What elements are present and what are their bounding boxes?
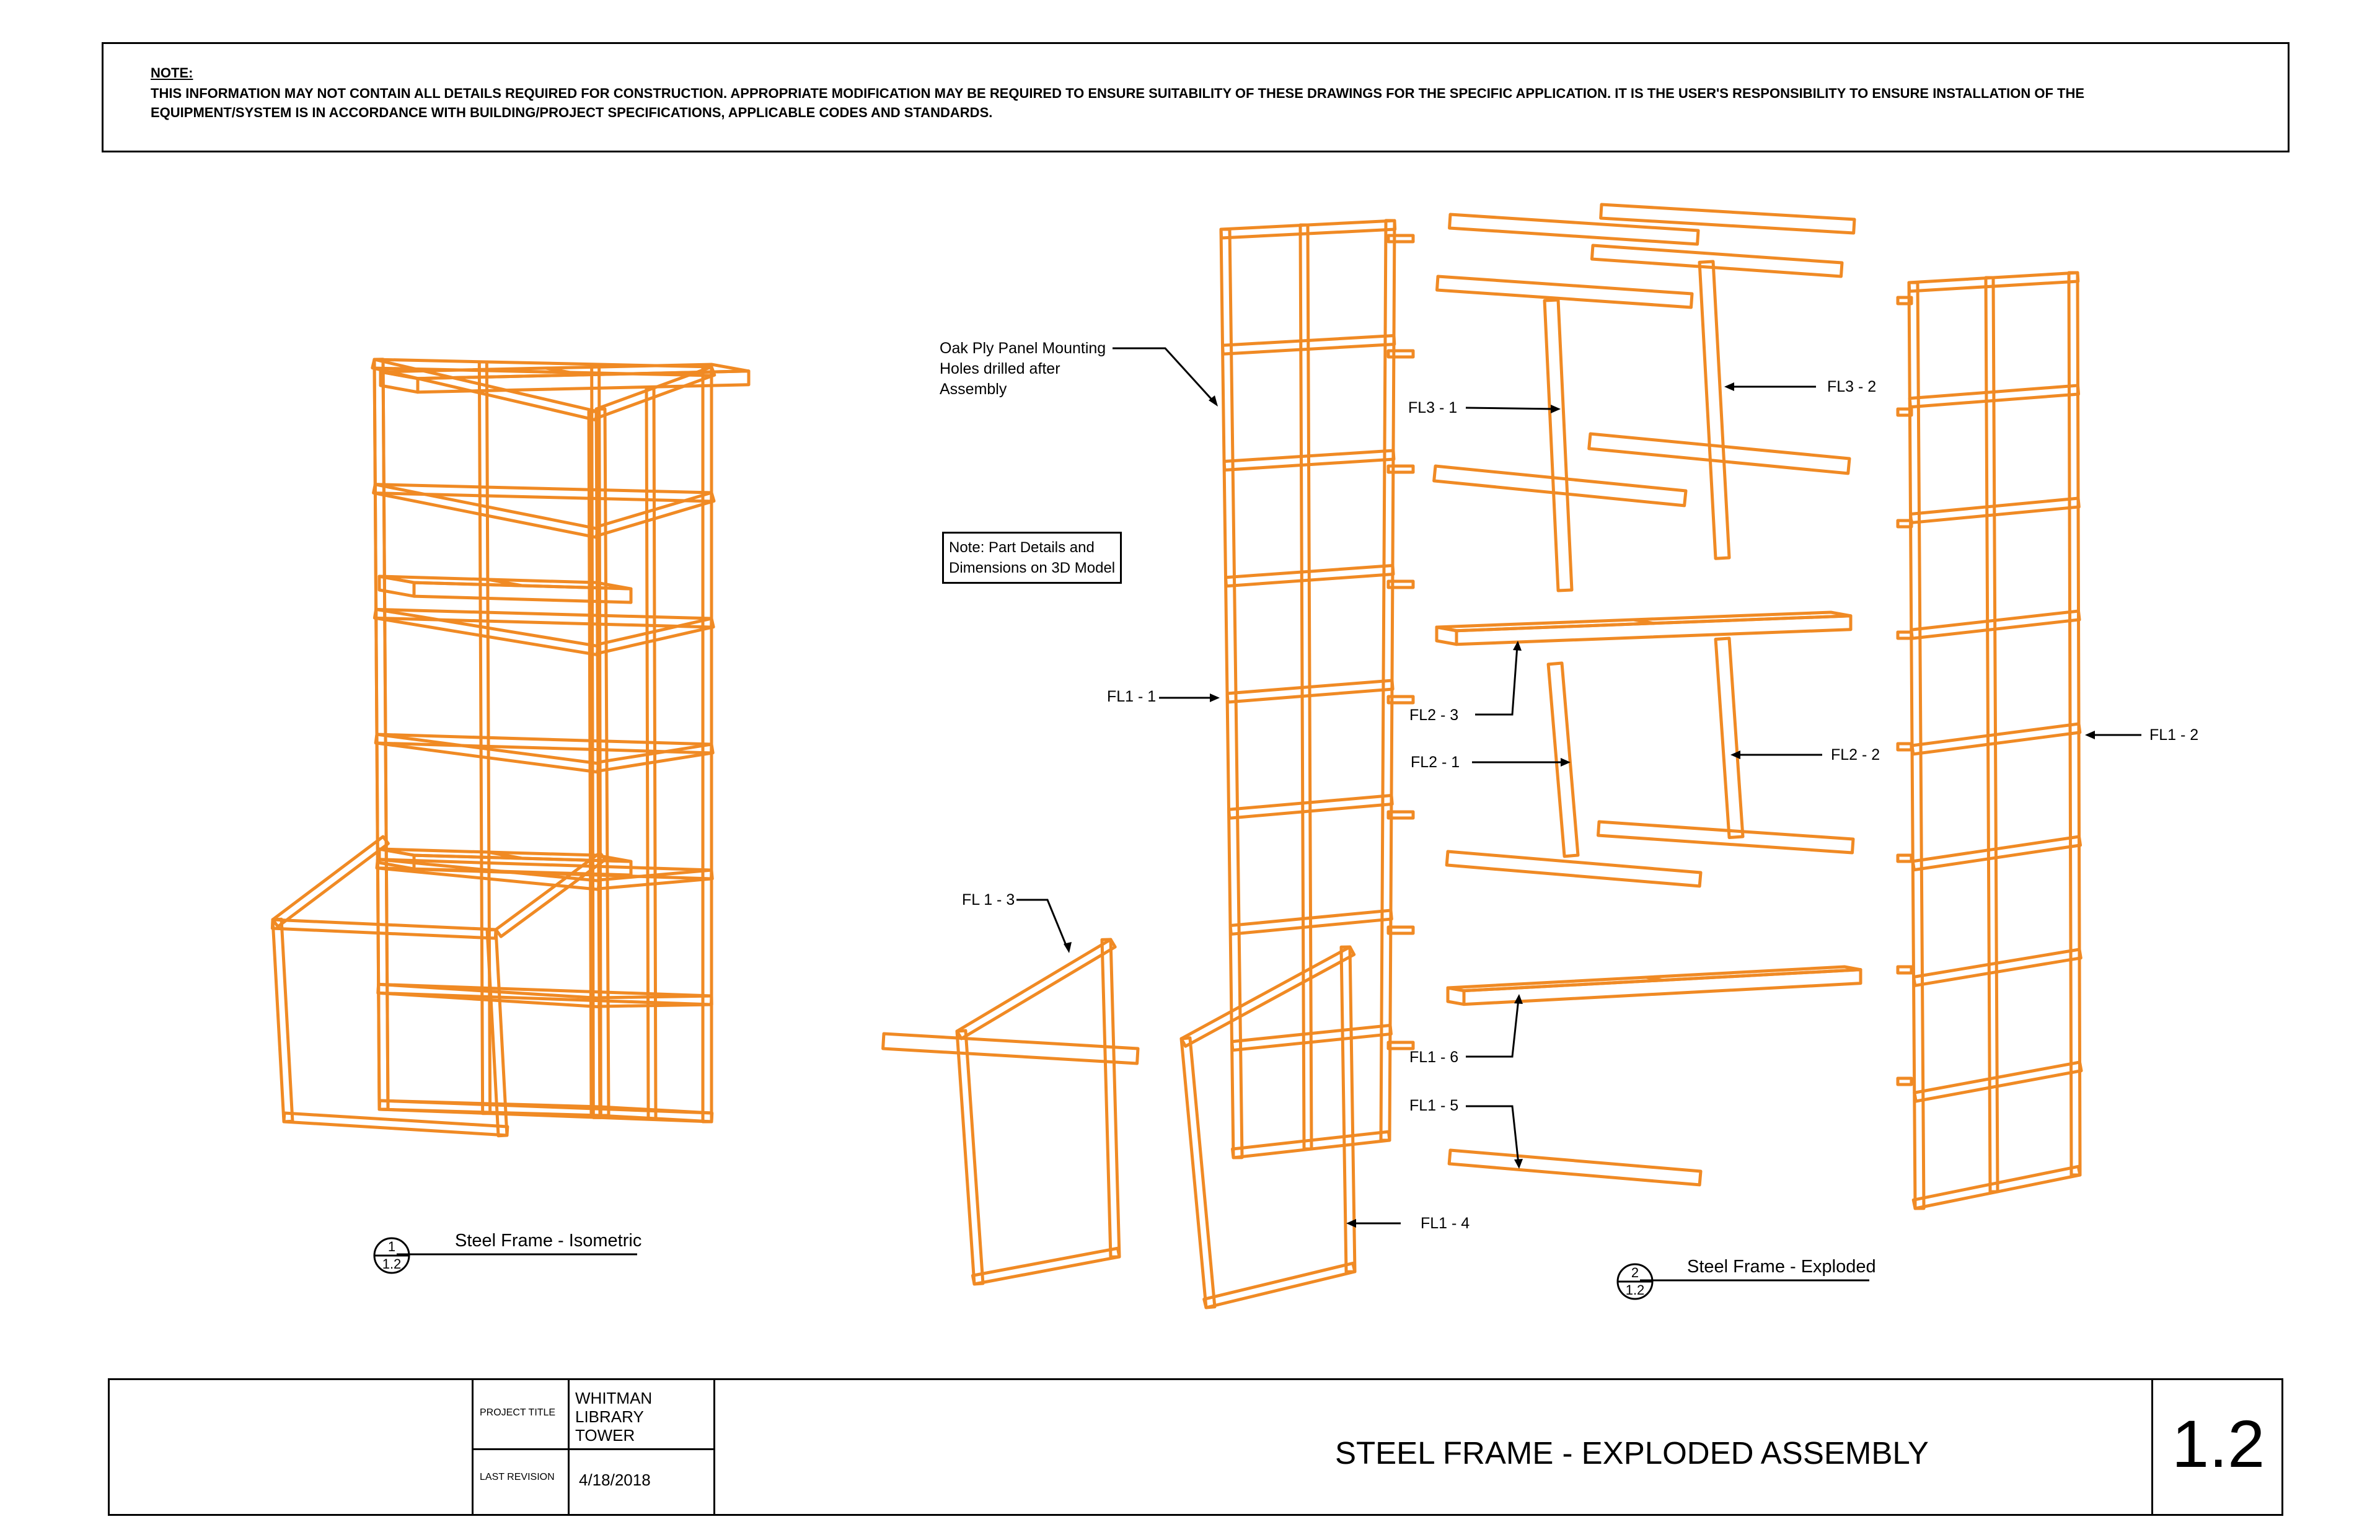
leader-arrows [1064,382,2095,1228]
mounting-callout-line-3: Assembly [940,381,1007,398]
arrow-fl3-1 [1551,405,1561,413]
note-line-1: THIS INFORMATION MAY NOT CONTAIN ALL DETAILS REQUIRED FOR CONSTRUCTION. APPROPRIATE MODIFICATION MAY BE REQUIRED TO ENSURE SUITABILITY OF THESE DRAWINGS FOR THE SPECIFIC APPLICATION. IT IS THE USER'S RESPONSIBILITY TO ENSURE INSTALLATION OF THE [151,86,2085,101]
iso-seat-arm-left [273,837,388,926]
project-info-divider [474,1448,713,1450]
fl1-2-tab [1898,744,1911,750]
arrow-fl3-2 [1724,382,1734,391]
fl2-3-tray-edge-left [1437,627,1457,645]
iso-top-tray-edge-left [381,372,418,392]
label-fl2-3: FL2 - 3 [1409,706,1459,724]
label-fl1-1: FL1 - 1 [1107,688,1157,705]
fl3-top-rail-c [1592,245,1842,276]
label-fl1-4: FL1 - 4 [1421,1215,1470,1232]
fl1-3-frame-right [1102,939,1119,1257]
fl3-1-post [1545,300,1572,591]
fl1-3-frame-left [957,1031,983,1284]
iso-seat-front-top [272,920,496,938]
part-note-line-2: Dimensions on 3D Model [949,560,1116,576]
leader-fl3-1 [1466,408,1556,409]
part-note-line-1: Note: Part Details and [949,539,1095,556]
iso-seat-front-left [273,919,293,1122]
fl1-3-arm [883,1034,1138,1063]
fl1-4-frame-left [1181,1038,1215,1308]
label-fl1-2: FL1 - 2 [2149,726,2199,744]
sheet-number-cell [2151,1380,2281,1514]
part-details-note [942,532,1122,584]
label-fl1-5: FL1 - 5 [1409,1097,1459,1114]
arrow-fl1-2 [2085,731,2095,739]
fl2-2-post [1716,638,1743,838]
arrow-fl1-1 [1210,693,1220,702]
note-heading: NOTE: [151,65,193,81]
project-label-divider [568,1380,570,1514]
label-fl3-1: FL3 - 1 [1408,399,1458,416]
last-revision-value: 4/18/2018 [579,1471,651,1489]
fl3-top-rail-b [1601,205,1854,233]
fl1-5-rail [1449,1150,1701,1185]
note-line-2: EQUIPMENT/SYSTEM IS IN ACCORDANCE WITH BUILDING/PROJECT SPECIFICATIONS, APPLICABLE CODES AND STANDARDS. [151,105,993,120]
label-fl3-2: FL3 - 2 [1827,378,1877,395]
title-block [108,1378,2283,1516]
fl1-2-tab [1898,632,1911,638]
sheet-number: 1.2 [2172,1406,2265,1481]
fl2-rail-b [1598,822,1853,853]
project-title-line-2: TOWER [575,1426,635,1445]
fl3-shelf-rail-b [1589,434,1849,473]
fl1-1-tab [1388,235,1413,242]
label-fl2-2: FL2 - 2 [1831,746,1880,763]
iso-view-sheet: 1.2 [382,1256,402,1272]
project-title-line-1: WHITMAN LIBRARY [575,1389,653,1426]
fl1-3-frame-bottom [972,1248,1119,1284]
arrow-fl2-2 [1730,750,1740,759]
leader-fl1-6 [1466,999,1518,1057]
construction-note-box [102,42,2290,152]
leader-fl1-3 [1016,900,1067,948]
arrow-fl1-4 [1346,1219,1356,1228]
sheet-title: STEEL FRAME - EXPLODED ASSEMBLY [1335,1435,1929,1471]
note-body [151,84,2258,122]
mounting-holes-callout [940,338,1106,400]
fl1-2-tab [1898,855,1911,861]
exploded-view-sheet: 1.2 [1625,1282,1645,1298]
fl1-4-frame-bottom [1204,1263,1355,1308]
arrow-fl1-5 [1514,1159,1523,1169]
iso-view-title: Steel Frame - Isometric [455,1231,642,1251]
arrow-fl1-6 [1514,994,1523,1004]
fl1-2-tab [1898,1078,1911,1085]
exploded-view-number: 2 [1631,1265,1639,1280]
leader-fl2-3 [1475,646,1517,715]
project-title-value [575,1389,713,1445]
iso-front-uprights-rail [374,485,598,537]
fl1-1-tab [1388,351,1413,357]
fl3-top-rail-d [1437,276,1692,307]
mounting-callout-line-1: Oak Ply Panel Mounting [940,340,1106,357]
exploded-view-title: Steel Frame - Exploded [1687,1257,1876,1277]
project-title-label: PROJECT TITLE [480,1407,556,1418]
fl1-3-frame-top [957,939,1115,1039]
fl1-2-tab [1898,967,1911,973]
fl3-2-post [1699,262,1729,558]
last-revision-label: LAST REVISION [480,1472,555,1482]
project-info-cell [472,1380,713,1514]
fl1-6-tray-edge-left [1448,988,1464,1005]
leader-mounting [1113,348,1215,403]
fl3-top-rail-a [1450,214,1698,244]
iso-seat-front-bottom [284,1113,508,1135]
label-fl2-1: FL2 - 1 [1411,754,1460,771]
fl3-shelf-rail-a [1434,466,1686,506]
mounting-callout-line-2: Holes drilled after [940,360,1060,377]
fl1-6-tray-edge-front [1464,970,1861,1005]
iso-view-number: 1 [387,1239,396,1254]
label-fl1-6: FL1 - 6 [1409,1049,1459,1066]
steel-frame-artwork [272,205,2081,1308]
sheet-title-cell [713,1380,2151,1514]
arrow-fl1-3 [1064,942,1072,953]
label-fl1-3: FL 1 - 3 [962,891,1015,909]
